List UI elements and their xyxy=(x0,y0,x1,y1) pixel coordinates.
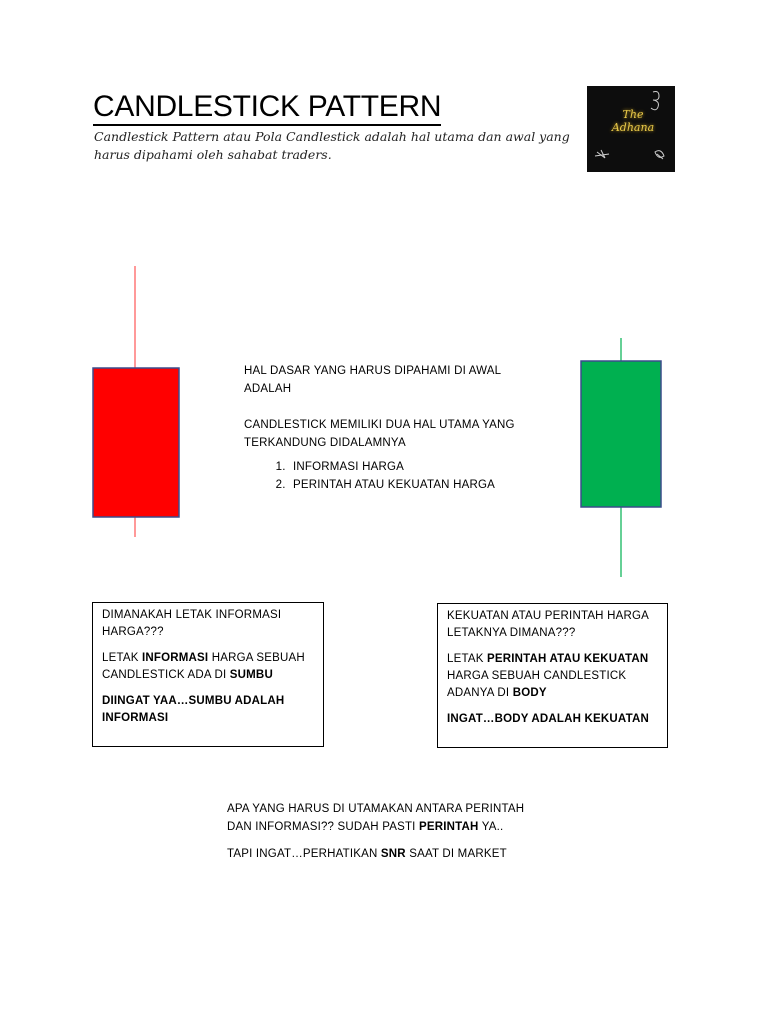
answer-text: LETAK xyxy=(102,652,142,664)
answer-emphasis: PERINTAH ATAU KEKUATAN xyxy=(486,653,649,665)
intro-list xyxy=(244,458,529,494)
intro-section xyxy=(244,362,529,494)
info-box-answer xyxy=(102,650,314,684)
bearish-candle xyxy=(93,266,179,537)
answer-text: HARGA SEBUAH CANDLESTICK ADA DI xyxy=(102,652,305,681)
closing-text: APA YANG HARUS DI UTAMAKAN ANTARA PERINTAH DAN INFORMASI?? SUDAH PASTI xyxy=(227,803,525,833)
closing-question xyxy=(227,800,547,836)
info-box-question: DIMANAKAH LETAK INFORMASI HARGA??? xyxy=(102,609,282,638)
info-box-answer xyxy=(447,651,658,702)
answer-emphasis: SUMBU xyxy=(229,669,273,681)
closing-emphasis: PERINTAH xyxy=(418,821,479,833)
page-title: CANDLESTICK PATTERN xyxy=(93,90,441,126)
answer-emphasis: INFORMASI xyxy=(141,652,209,664)
logo-text-line2: Adhana xyxy=(611,121,655,134)
bearish-candle-body xyxy=(93,368,179,517)
intro-two-things-text: CANDLESTICK MEMILIKI DUA HAL UTAMA YANG TERKANDUNG DIDALAMNYA xyxy=(244,419,515,449)
answer-emphasis: BODY xyxy=(512,687,547,699)
info-box-question: KEKUATAN ATAU PERINTAH HARGA LETAKNYA DIMANA??? xyxy=(447,610,649,639)
closing-text: YA.. xyxy=(478,821,504,833)
intro-list-item: 2. PERINTAH ATAU KEKUATAN HARGA xyxy=(289,476,529,494)
answer-text: LETAK xyxy=(447,653,487,665)
closing-section xyxy=(227,800,547,872)
intro-basic-text: HAL DASAR YANG HARUS DIPAHAMI DI AWAL ADALAH xyxy=(244,365,501,395)
info-box-body xyxy=(437,603,668,748)
closing-reminder xyxy=(227,845,547,863)
info-box-reminder: INGAT…BODY ADALAH KEKUATAN xyxy=(447,713,649,725)
intro-list-item: 1. INFORMASI HARGA xyxy=(289,458,529,476)
logo-text-line1: The xyxy=(622,108,644,121)
closing-text: SAAT DI MARKET xyxy=(405,848,507,860)
closing-text: TAPI INGAT…PERHATIKAN xyxy=(227,848,381,860)
closing-emphasis: SNR xyxy=(380,848,406,860)
answer-text: HARGA SEBUAH CANDLESTICK ADANYA DI xyxy=(447,670,627,699)
info-box-wick xyxy=(92,602,324,747)
bullish-candle xyxy=(581,338,661,577)
page-subtitle: Candlestick Pattern atau Pola Candlestick adalah hal utama dan awal yang harus dipahami oleh sahabat traders. xyxy=(94,129,570,162)
info-box-reminder: DIINGAT YAA…SUMBU ADALAH INFORMASI xyxy=(102,695,285,724)
bullish-candle-body xyxy=(581,361,661,507)
